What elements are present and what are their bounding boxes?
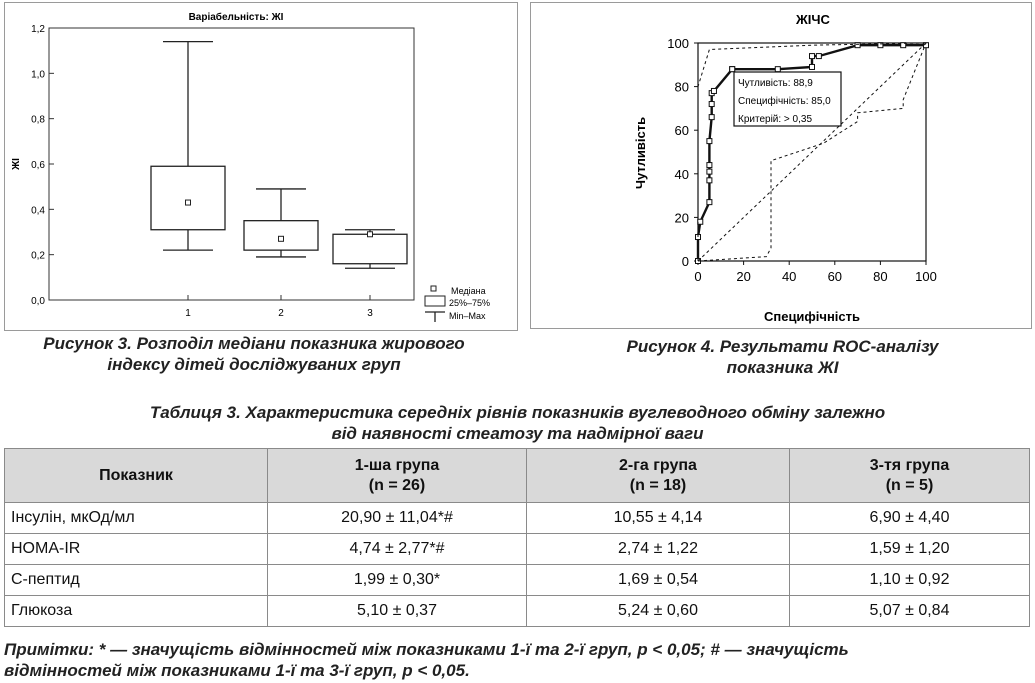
annotation-line: Критерій: > 0,35 [738,114,813,125]
column-header-indicator: Показник [5,449,268,503]
roc-point [707,163,712,168]
y-tick-label: 40 [674,166,689,182]
table-cell: 10,55 ± 4,14 [527,503,790,534]
table-row [5,565,1030,596]
box-group-2 [244,189,318,257]
table-title-line: Таблиця 3. Характеристика середніх рівнів показників вуглеводного обміну залежно [149,403,886,422]
table-notes [4,639,1030,681]
legend-median-symbol [431,286,436,291]
legend-median-label: Медіана [451,286,486,296]
y-tick-label: 0,0 [31,296,45,307]
column-header-group-3: 3-тя група (n = 5) [790,449,1030,503]
y-tick-label: 0,4 [31,205,45,217]
figure-4-caption-line: показника ЖІ [726,358,839,377]
boxplot-title: Варіабельність: ЖІ [188,12,284,23]
table-cell-indicator: С-пептид [5,565,268,596]
notes-line: Примітки: * — значущість відмінностей між показниками 1-ї та 2-ї груп, р < 0,05; # — значущість [4,640,849,659]
legend-iqr-symbol [425,296,445,306]
median-marker [279,236,284,241]
data-table [4,448,1030,627]
table-cell: 6,90 ± 4,40 [790,503,1030,534]
x-tick-label: 40 [781,269,797,284]
boxplot-panel [4,2,518,331]
table-cell-indicator: Глюкоза [5,596,268,627]
roc-point [711,88,716,93]
roc-point [698,219,703,224]
table-cell: 1,59 ± 1,20 [790,534,1030,565]
roc-point [707,169,712,174]
table-header-row [5,449,1030,503]
roc-point [816,54,821,59]
y-tick-label: 60 [674,123,689,139]
table-cell: 5,24 ± 0,60 [527,596,790,627]
x-tick-label: 80 [873,269,888,284]
table-row [5,596,1030,627]
box-group-1 [151,42,225,251]
y-tick-label: 0,6 [31,160,45,171]
boxplot-legend [425,286,490,322]
x-tick-label: 2 [278,308,284,319]
roc-x-axis-label: Специфічність [763,309,861,324]
x-tick-label: 1 [185,308,191,319]
roc-point [707,178,712,183]
table-cell: 4,74 ± 2,77*# [268,534,527,565]
table-cell: 2,74 ± 1,22 [527,534,790,565]
table-cell: 1,10 ± 0,92 [790,565,1030,596]
figure-4-caption-line: Рисунок 4. Результати ROC-аналізу [626,337,939,356]
roc-point [707,139,712,144]
roc-point [810,54,815,59]
x-tick-label: 100 [915,269,937,284]
roc-y-axis-label: Чутливість [633,116,648,190]
x-tick-label: 20 [736,269,751,284]
boxplot-y-axis-label: ЖІ [11,158,22,170]
figure-3-caption-line: Рисунок 3. Розподіл медіани показника жирового [43,334,465,353]
annotation-line: Специфічність: 85,0 [738,96,831,107]
y-tick-label: 80 [674,79,689,95]
table-cell: 1,69 ± 0,54 [527,565,790,596]
figure-3-caption-line: індексу дітей досліджуваних груп [107,355,401,374]
table-row [5,534,1030,565]
x-tick-label: 60 [827,269,843,284]
column-header-group-2: 2-га група (n = 18) [527,449,790,503]
roc-point [709,102,714,107]
legend-minmax-label: Min–Max [449,311,486,321]
notes-line: відмінностей між показниками 1-ї та 3-ї груп, р < 0,05. [4,661,470,680]
y-tick-label: 1,2 [31,24,45,35]
table-title-line: від наявності стеатозу та надмірної ваги [331,424,704,443]
table-cell: 5,10 ± 0,37 [268,596,527,627]
roc-point [730,67,735,72]
roc-point [855,43,860,48]
table-cell: 20,90 ± 11,04*# [268,503,527,534]
table-title [20,402,1015,444]
roc-point [810,64,815,69]
table-cell: 5,07 ± 0,84 [790,596,1030,627]
roc-point [707,200,712,205]
x-tick-label: 0 [694,269,702,284]
column-header-group-1: 1-ша група (n = 26) [268,449,527,503]
iqr-box [333,234,407,263]
table-cell-indicator: HOMA-IR [5,534,268,565]
iqr-box [244,221,318,250]
roc-annotation-box [734,72,841,126]
roc-point [709,115,714,120]
legend-iqr-label: 25%–75% [449,298,491,308]
figure-3-caption [4,333,504,375]
roc-title: ЖІЧС [796,12,830,27]
figure-4-caption [560,336,1005,378]
y-tick-label: 100 [667,36,689,51]
table-cell: 1,99 ± 0,30* [268,565,527,596]
table-cell-indicator: Інсулін, мкОд/мл [5,503,268,534]
y-tick-label: 1,0 [31,69,45,81]
y-tick-label: 0,8 [31,114,45,126]
median-marker [186,200,191,205]
boxplot-chart [5,3,517,330]
iqr-box [151,166,225,229]
y-tick-label: 0 [681,254,689,269]
y-tick-label: 20 [674,210,689,226]
roc-panel [530,2,1032,329]
roc-point [775,67,780,72]
x-tick-label: 3 [367,308,373,319]
table-row [5,503,1030,534]
box-group-3 [333,230,407,269]
median-marker [368,232,373,237]
annotation-line: Чутливість: 88,9 [738,78,813,89]
y-tick-label: 0,2 [31,250,45,262]
roc-chart [531,3,1031,328]
